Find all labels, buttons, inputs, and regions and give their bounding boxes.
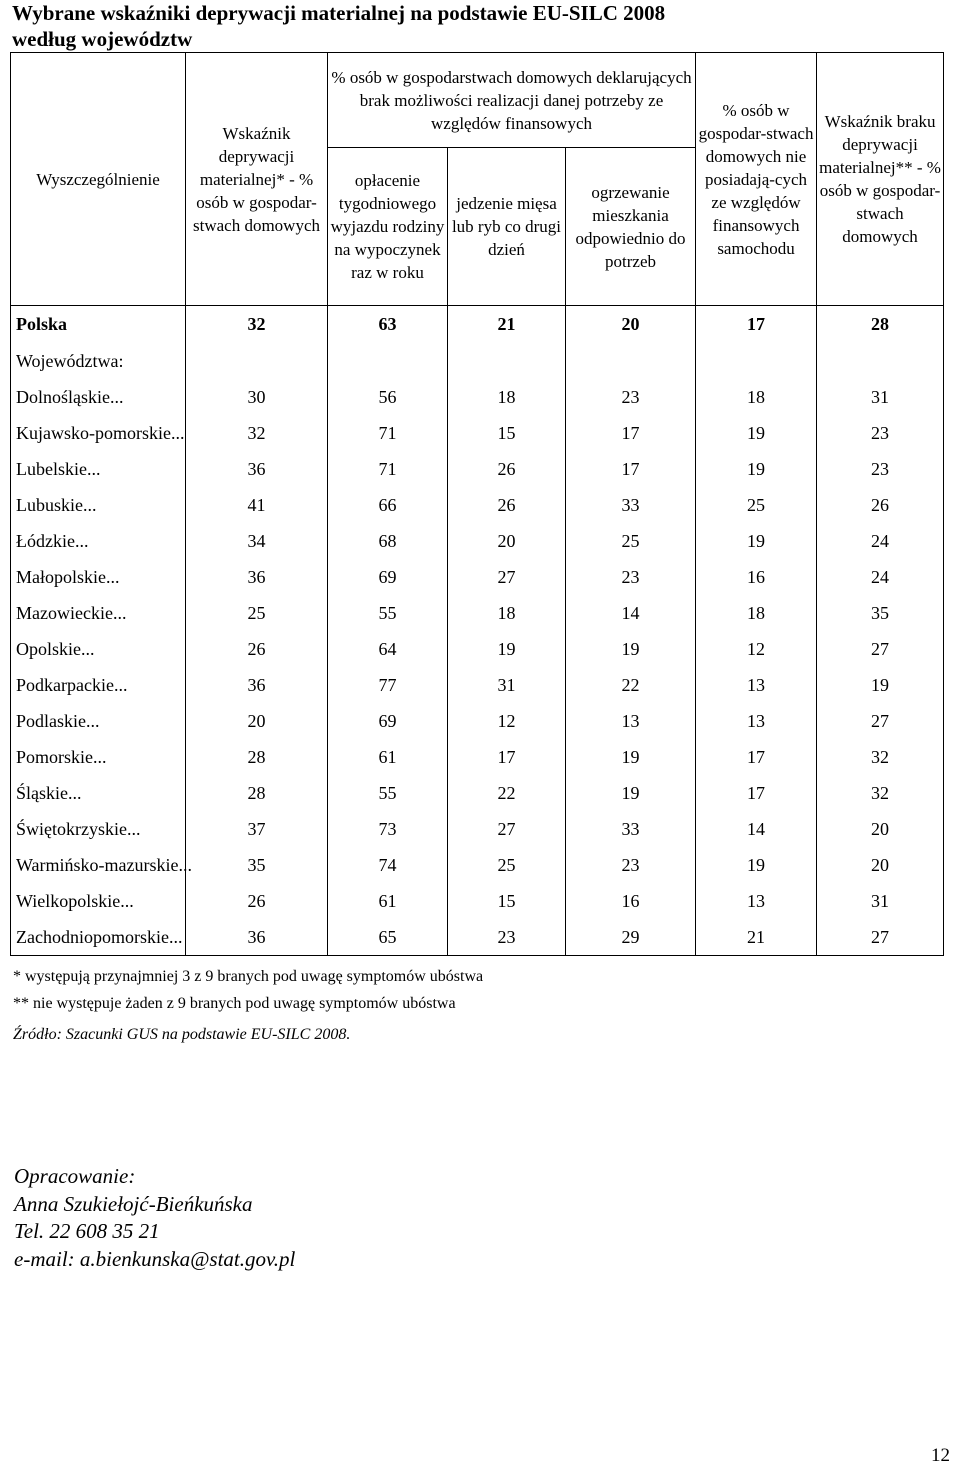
cell-deprivation-index: 35 <box>186 847 328 883</box>
region-name: Podlaskie <box>16 710 86 731</box>
table-row <box>11 523 944 559</box>
footnote-1: * występują przynajmniej 3 z 9 branych pod uwagę symptomów ubóstwa <box>13 968 484 985</box>
region-name: Świętokrzyskie <box>16 818 127 839</box>
row-name <box>11 883 186 919</box>
leader-dots: ... <box>83 494 97 515</box>
row-name <box>11 559 186 595</box>
table-row-polska <box>11 306 944 344</box>
cell-no-car: 16 <box>696 559 817 595</box>
title-line-2: według województw <box>12 27 193 51</box>
cell-no-car: 19 <box>696 847 817 883</box>
leader-dots: ... <box>74 530 89 551</box>
row-name <box>11 667 186 703</box>
source-note: Źródło: Szacunki GUS na podstawie EU-SILC 2008. <box>13 1026 351 1043</box>
header-region: Wyszczególnienie <box>11 53 186 306</box>
row-name <box>11 847 193 883</box>
region-name: Małopolskie <box>16 566 106 587</box>
table-row <box>11 487 944 523</box>
cell-no-deprivation: 32 <box>817 775 944 811</box>
table-row <box>11 775 944 811</box>
cell-vacation: 71 <box>328 415 448 451</box>
cell-vacation: 55 <box>328 775 448 811</box>
cell-vacation: 68 <box>328 523 448 559</box>
cell-meat: 27 <box>448 811 566 847</box>
cell-no-deprivation: 23 <box>817 451 944 487</box>
cell-heating: 25 <box>566 523 696 559</box>
cell-deprivation-index: 36 <box>186 919 328 956</box>
region-name: Podkarpackie <box>16 674 114 695</box>
contact-block <box>14 1163 295 1273</box>
table-row <box>11 451 944 487</box>
cell-meat: 19 <box>448 631 566 667</box>
cell-deprivation-index: 34 <box>186 523 328 559</box>
leader-dots: ... <box>126 818 141 839</box>
row-name <box>11 523 186 559</box>
leader-dots: ... <box>110 386 124 407</box>
region-name: Warmińsko-mazurskie <box>16 854 179 875</box>
cell-vacation: 69 <box>328 703 448 739</box>
region-name: Kujawsko-pomorskie <box>16 422 171 443</box>
leader-dots: ... <box>168 926 183 947</box>
header-vacation: opłacenie tygodniowego wyjazdu rodziny na wypoczynek raz w roku <box>328 148 448 306</box>
cell-deprivation-index: 26 <box>186 883 328 919</box>
table-row <box>11 631 944 667</box>
leader-dots: ... <box>112 602 127 623</box>
header-no-deprivation-index: Wskaźnik braku deprywacji materialnej** - % osób w gospodar-stwach domowych <box>817 53 944 306</box>
cell-vacation: 65 <box>328 919 448 956</box>
region-name: Wielkopolskie <box>16 890 121 911</box>
cell-heating: 33 <box>566 811 696 847</box>
region-name: Śląskie <box>16 782 68 803</box>
cell-meat: 26 <box>448 451 566 487</box>
leader-dots: ... <box>93 746 107 767</box>
region-name: Lubuskie <box>16 494 83 515</box>
cell-no-deprivation: 26 <box>817 487 944 523</box>
row-name <box>11 919 186 956</box>
table-row <box>11 703 944 739</box>
row-name <box>11 631 186 667</box>
region-name: Opolskie <box>16 638 81 659</box>
cell-no-deprivation: 20 <box>817 847 944 883</box>
cell-heating: 20 <box>566 306 696 344</box>
cell-no-car: 19 <box>696 523 817 559</box>
table-row <box>11 739 944 775</box>
cell-meat: 15 <box>448 415 566 451</box>
cell-deprivation-index: 36 <box>186 667 328 703</box>
cell-no-deprivation: 24 <box>817 559 944 595</box>
table-row <box>11 811 944 847</box>
contact-email: e-mail: a.bienkunska@stat.gov.pl <box>14 1246 296 1271</box>
cell-no-deprivation: 28 <box>817 306 944 344</box>
cell-no-deprivation: 20 <box>817 811 944 847</box>
cell-deprivation-index: 32 <box>186 415 328 451</box>
row-name <box>11 739 186 775</box>
voivodeships-label: Województwa: <box>11 343 186 379</box>
cell-meat: 18 <box>448 595 566 631</box>
cell-no-car: 25 <box>696 487 817 523</box>
cell-no-car: 18 <box>696 379 817 415</box>
cell-vacation: 74 <box>328 847 448 883</box>
title-line-1: Wybrane wskaźniki deprywacji materialnej na podstawie EU-SILC 2008 <box>12 1 666 25</box>
deprivation-table <box>10 52 944 956</box>
row-name <box>11 451 186 487</box>
cell-meat: 22 <box>448 775 566 811</box>
cell-heating: 33 <box>566 487 696 523</box>
table-row <box>11 415 944 451</box>
row-name <box>11 811 186 847</box>
cell-no-deprivation: 27 <box>817 631 944 667</box>
cell-no-car: 18 <box>696 595 817 631</box>
page-title <box>12 0 942 52</box>
cell-heating: 14 <box>566 595 696 631</box>
cell-meat: 25 <box>448 847 566 883</box>
cell-heating: 29 <box>566 919 696 956</box>
leader-dots: ... <box>170 422 185 443</box>
leader-dots: ... <box>86 458 101 479</box>
cell-heating: 13 <box>566 703 696 739</box>
cell-no-car: 13 <box>696 703 817 739</box>
cell-deprivation-index: 28 <box>186 775 328 811</box>
cell-deprivation-index: 26 <box>186 631 328 667</box>
table-row <box>11 883 944 919</box>
cell-heating: 17 <box>566 451 696 487</box>
header-deprivation-index: Wskaźnik deprywacji materialnej* - % osób w gospodar-stwach domowych <box>186 53 328 306</box>
cell-meat: 20 <box>448 523 566 559</box>
cell-heating: 17 <box>566 415 696 451</box>
table-row-voivodeships-label <box>11 343 944 379</box>
cell-vacation: 71 <box>328 451 448 487</box>
cell-meat: 27 <box>448 559 566 595</box>
cell-deprivation-index: 41 <box>186 487 328 523</box>
cell-no-car: 17 <box>696 739 817 775</box>
region-name: Pomorskie <box>16 746 94 767</box>
leader-dots: ... <box>81 638 95 659</box>
cell-no-car: 17 <box>696 306 817 344</box>
cell-no-deprivation: 31 <box>817 883 944 919</box>
region-name: Zachodniopomorskie <box>16 926 169 947</box>
cell-vacation: 61 <box>328 883 448 919</box>
row-name: Polska <box>11 306 186 344</box>
cell-heating: 19 <box>566 739 696 775</box>
cell-vacation: 73 <box>328 811 448 847</box>
cell-heating: 22 <box>566 667 696 703</box>
cell-meat: 21 <box>448 306 566 344</box>
table-row <box>11 847 944 883</box>
cell-heating: 23 <box>566 847 696 883</box>
cell-heating: 19 <box>566 775 696 811</box>
cell-vacation: 69 <box>328 559 448 595</box>
cell-no-deprivation: 27 <box>817 703 944 739</box>
cell-vacation: 61 <box>328 739 448 775</box>
cell-no-deprivation: 24 <box>817 523 944 559</box>
cell-no-car: 13 <box>696 883 817 919</box>
cell-meat: 26 <box>448 487 566 523</box>
cell-no-car: 21 <box>696 919 817 956</box>
cell-no-car: 14 <box>696 811 817 847</box>
contact-author: Anna Szukiełojć-Bieńkuńska <box>14 1191 253 1216</box>
table-row <box>11 559 944 595</box>
cell-vacation: 64 <box>328 631 448 667</box>
row-name <box>11 775 186 811</box>
cell-no-car: 13 <box>696 667 817 703</box>
footnote-2: ** nie występuje żaden z 9 branych pod uwagę symptomów ubóstwa <box>13 995 456 1012</box>
cell-meat: 23 <box>448 919 566 956</box>
leader-dots: ... <box>68 782 82 803</box>
leader-dots: ... <box>120 890 134 911</box>
region-name: Łódzkie <box>16 530 75 551</box>
table-body <box>11 306 944 956</box>
table-row <box>11 667 944 703</box>
cell-heating: 19 <box>566 631 696 667</box>
cell-deprivation-index: 36 <box>186 559 328 595</box>
cell-deprivation-index: 32 <box>186 306 328 344</box>
region-name: Lubelskie <box>16 458 87 479</box>
cell-deprivation-index: 36 <box>186 451 328 487</box>
cell-heating: 23 <box>566 379 696 415</box>
contact-phone: Tel. 22 608 35 21 <box>14 1219 160 1243</box>
cell-no-deprivation: 31 <box>817 379 944 415</box>
row-name <box>11 487 186 523</box>
cell-heating: 23 <box>566 559 696 595</box>
cell-no-car: 17 <box>696 775 817 811</box>
region-name: Mazowieckie <box>16 602 113 623</box>
cell-vacation: 55 <box>328 595 448 631</box>
table-row <box>11 595 944 631</box>
cell-no-deprivation: 35 <box>817 595 944 631</box>
cell-no-car: 19 <box>696 451 817 487</box>
leader-dots: ... <box>178 854 193 875</box>
cell-no-car: 12 <box>696 631 817 667</box>
cell-meat: 15 <box>448 883 566 919</box>
row-name <box>11 415 186 451</box>
row-name <box>11 595 186 631</box>
header-no-car: % osób w gospodar-stwach domowych nie posiadają-cych ze względów finansowych samochodu <box>696 53 817 306</box>
cell-deprivation-index: 20 <box>186 703 328 739</box>
header-meat: jedzenie mięsa lub ryb co drugi dzień <box>448 148 566 306</box>
cell-no-deprivation: 23 <box>817 415 944 451</box>
contact-label: Opracowanie: <box>14 1164 136 1188</box>
cell-deprivation-index: 37 <box>186 811 328 847</box>
row-name <box>11 379 186 415</box>
region-name: Dolnośląskie <box>16 386 110 407</box>
cell-heating: 16 <box>566 883 696 919</box>
table-row <box>11 919 944 956</box>
cell-meat: 12 <box>448 703 566 739</box>
leader-dots: ... <box>113 674 128 695</box>
header-heating: ogrzewanie mieszkania odpowiednio do potrzeb <box>566 148 696 306</box>
leader-dots: ... <box>86 710 100 731</box>
cell-no-deprivation: 27 <box>817 919 944 956</box>
cell-vacation: 63 <box>328 306 448 344</box>
cell-deprivation-index: 28 <box>186 739 328 775</box>
cell-deprivation-index: 25 <box>186 595 328 631</box>
row-name <box>11 703 186 739</box>
cell-no-deprivation: 19 <box>817 667 944 703</box>
page-number: 12 <box>931 1445 950 1466</box>
cell-no-deprivation: 32 <box>817 739 944 775</box>
cell-meat: 17 <box>448 739 566 775</box>
leader-dots: ... <box>106 566 120 587</box>
cell-vacation: 66 <box>328 487 448 523</box>
cell-deprivation-index: 30 <box>186 379 328 415</box>
cell-meat: 31 <box>448 667 566 703</box>
cell-meat: 18 <box>448 379 566 415</box>
cell-no-car: 19 <box>696 415 817 451</box>
header-financial-group: % osób w gospodarstwach domowych deklarujących brak możliwości realizacji danej potrzeby ze względów finansowych <box>328 53 696 148</box>
table-row <box>11 379 944 415</box>
cell-vacation: 77 <box>328 667 448 703</box>
cell-vacation: 56 <box>328 379 448 415</box>
